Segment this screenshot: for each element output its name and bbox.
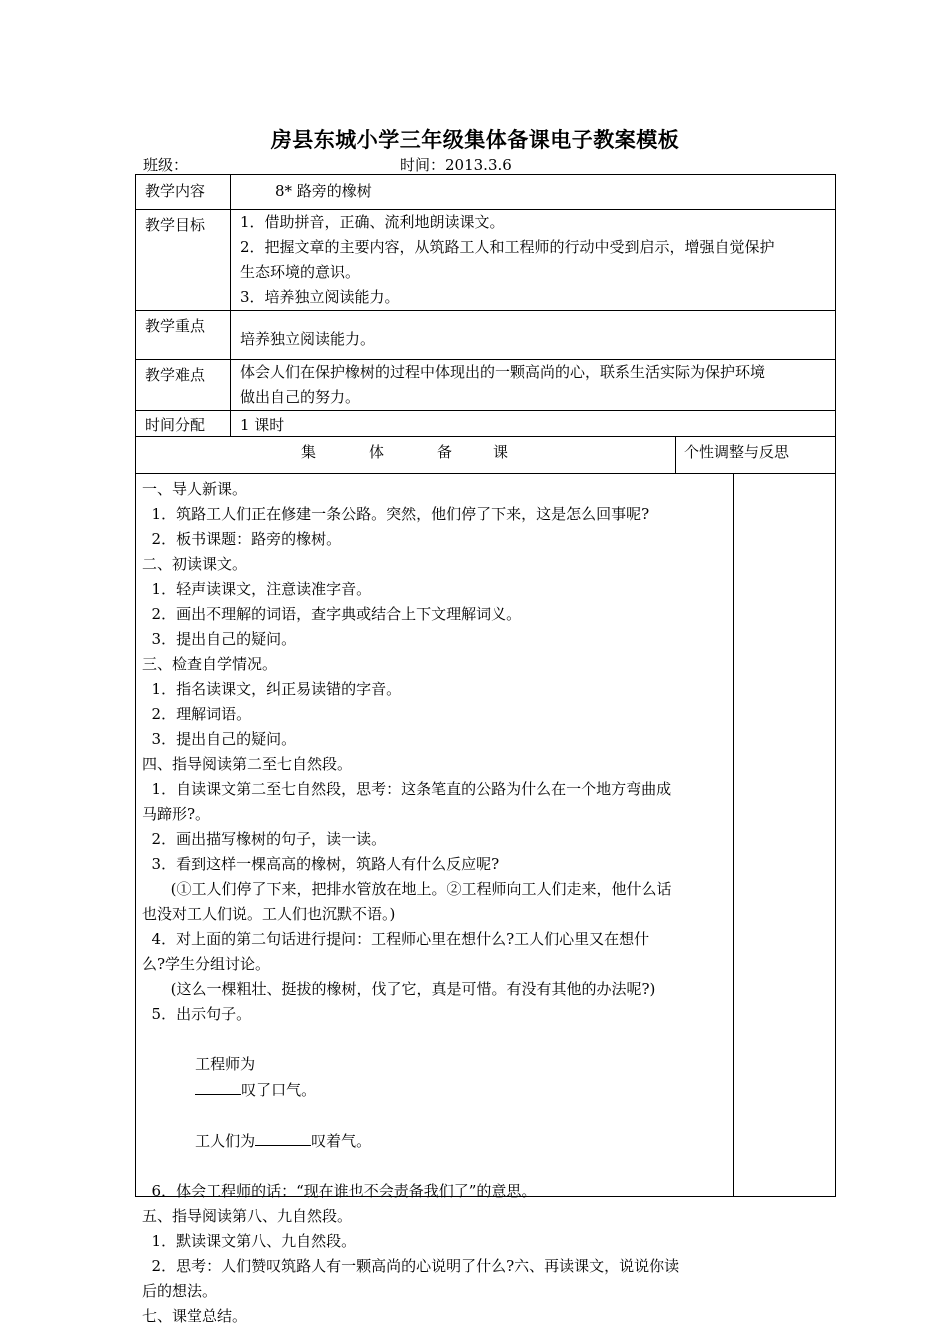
difficulty-line: 做出自己的努力。 [240,388,361,406]
goals-text [240,210,832,310]
body-line: (①工人们停了下来，把排水管放在地上。②工程师向工人们走来，他什么话 [142,880,672,898]
body-line: 2．理解词语。 [142,705,252,723]
reflection-header: 个性调整与反思 [684,443,790,461]
lesson-body [142,477,732,1329]
fill-text: 叹着气。 [311,1132,372,1150]
goals-label: 教学目标 [145,216,206,234]
blank-1 [195,1077,241,1095]
class-label: 班级： [143,156,189,174]
fill-text: 工人们为 [195,1132,256,1150]
goal-line: 3．培养独立阅读能力。 [240,288,400,306]
body-line: 1．筑路工人们正在修建一条公路。突然，他们停了下来，这是怎么回事呢? [142,505,650,523]
body-line: 2．板书课题：路旁的橡树。 [142,530,342,548]
body-line: 5．出示句子。 [142,1005,252,1023]
body-line: 1．指名读课文，纠正易读错的字音。 [142,680,402,698]
fill-text: 叹了口气。 [241,1081,317,1099]
reflection-body-cell [733,473,836,1197]
difficulty-line: 体会人们在保护橡树的过程中体现出的一颗高尚的心，联系生活实际为保护环境 [240,363,766,381]
body-line: 五、指导阅读第八、九自然段。 [142,1207,353,1225]
time-value-cell [230,410,836,437]
body-line: 2．画出描写橡树的句子，读一读。 [142,830,387,848]
fill-in-line [142,1027,732,1179]
time-value: 1 课时 [240,416,285,434]
body-line: 3．提出自己的疑问。 [142,730,297,748]
body-line: 3．提出自己的疑问。 [142,630,297,648]
time-label: 时间分配 [145,416,206,434]
focus-label: 教学重点 [145,317,206,335]
section-header-cell [135,436,676,474]
goal-line: 生态环境的意识。 [240,263,361,281]
body-line: 3．看到这样一棵高高的橡树，筑路人有什么反应呢? [142,855,500,873]
body-line: 七、课堂总结。 [142,1307,248,1325]
body-line: 6．体会工程师的话：“现在谁也不会责备我们了”的意思。 [142,1182,537,1200]
body-line: 一、导人新课。 [142,480,248,498]
body-line: 也没对工人们说。工人们也沉默不语。) [142,905,396,923]
page-title: 房县东城小学三年级集体备课电子教案模板 [270,127,680,152]
section-char: 集 [301,443,317,461]
body-line: (这么一棵粗壮、挺拔的橡树，伐了它，真是可惜。有没有其他的办法呢?) [142,980,656,998]
body-line: 么?学生分组讨论。 [142,955,271,973]
body-line: 马蹄形?。 [142,805,211,823]
difficulty-label: 教学难点 [145,366,206,384]
content-label: 教学内容 [145,182,206,200]
fill-text: 工程师为 [195,1055,256,1073]
blank-2 [255,1128,311,1146]
date-label: 时间：2013.3.6 [400,156,512,174]
goal-line: 1．借助拼音，正确、流利地朗读课文。 [240,213,505,231]
body-line: 2．画出不理解的词语，查字典或结合上下文理解词义。 [142,605,522,623]
body-line: 1．轻声读课文，注意读准字音。 [142,580,372,598]
body-line: 三、检查自学情况。 [142,655,278,673]
body-line: 4．对上面的第二句话进行提问：工程师心里在想什么?工人们心里又在想什 [142,930,650,948]
difficulty-text [240,360,832,410]
body-line: 四、指导阅读第二至七自然段。 [142,755,353,773]
goal-line: 2．把握文章的主要内容，从筑路工人和工程师的行动中受到启示，增强自觉保护 [240,238,775,256]
body-line: 1．默读课文第八、九自然段。 [142,1232,357,1250]
body-line: 后的想法。 [142,1282,218,1300]
section-char: 体 [369,443,385,461]
content-value: 8* 路旁的橡树 [275,182,372,200]
body-line: 2．思考：人们赞叹筑路人有一颗高尚的心说明了什么?六、再读课文，说说你读 [142,1257,680,1275]
section-char: 备 [437,443,453,461]
focus-value: 培养独立阅读能力。 [240,330,376,348]
section-char: 课 [493,443,509,461]
body-line: 二、初读课文。 [142,555,248,573]
body-line: 1．自读课文第二至七自然段，思考：这条笔直的公路为什么在一个地方弯曲成 [142,780,672,798]
